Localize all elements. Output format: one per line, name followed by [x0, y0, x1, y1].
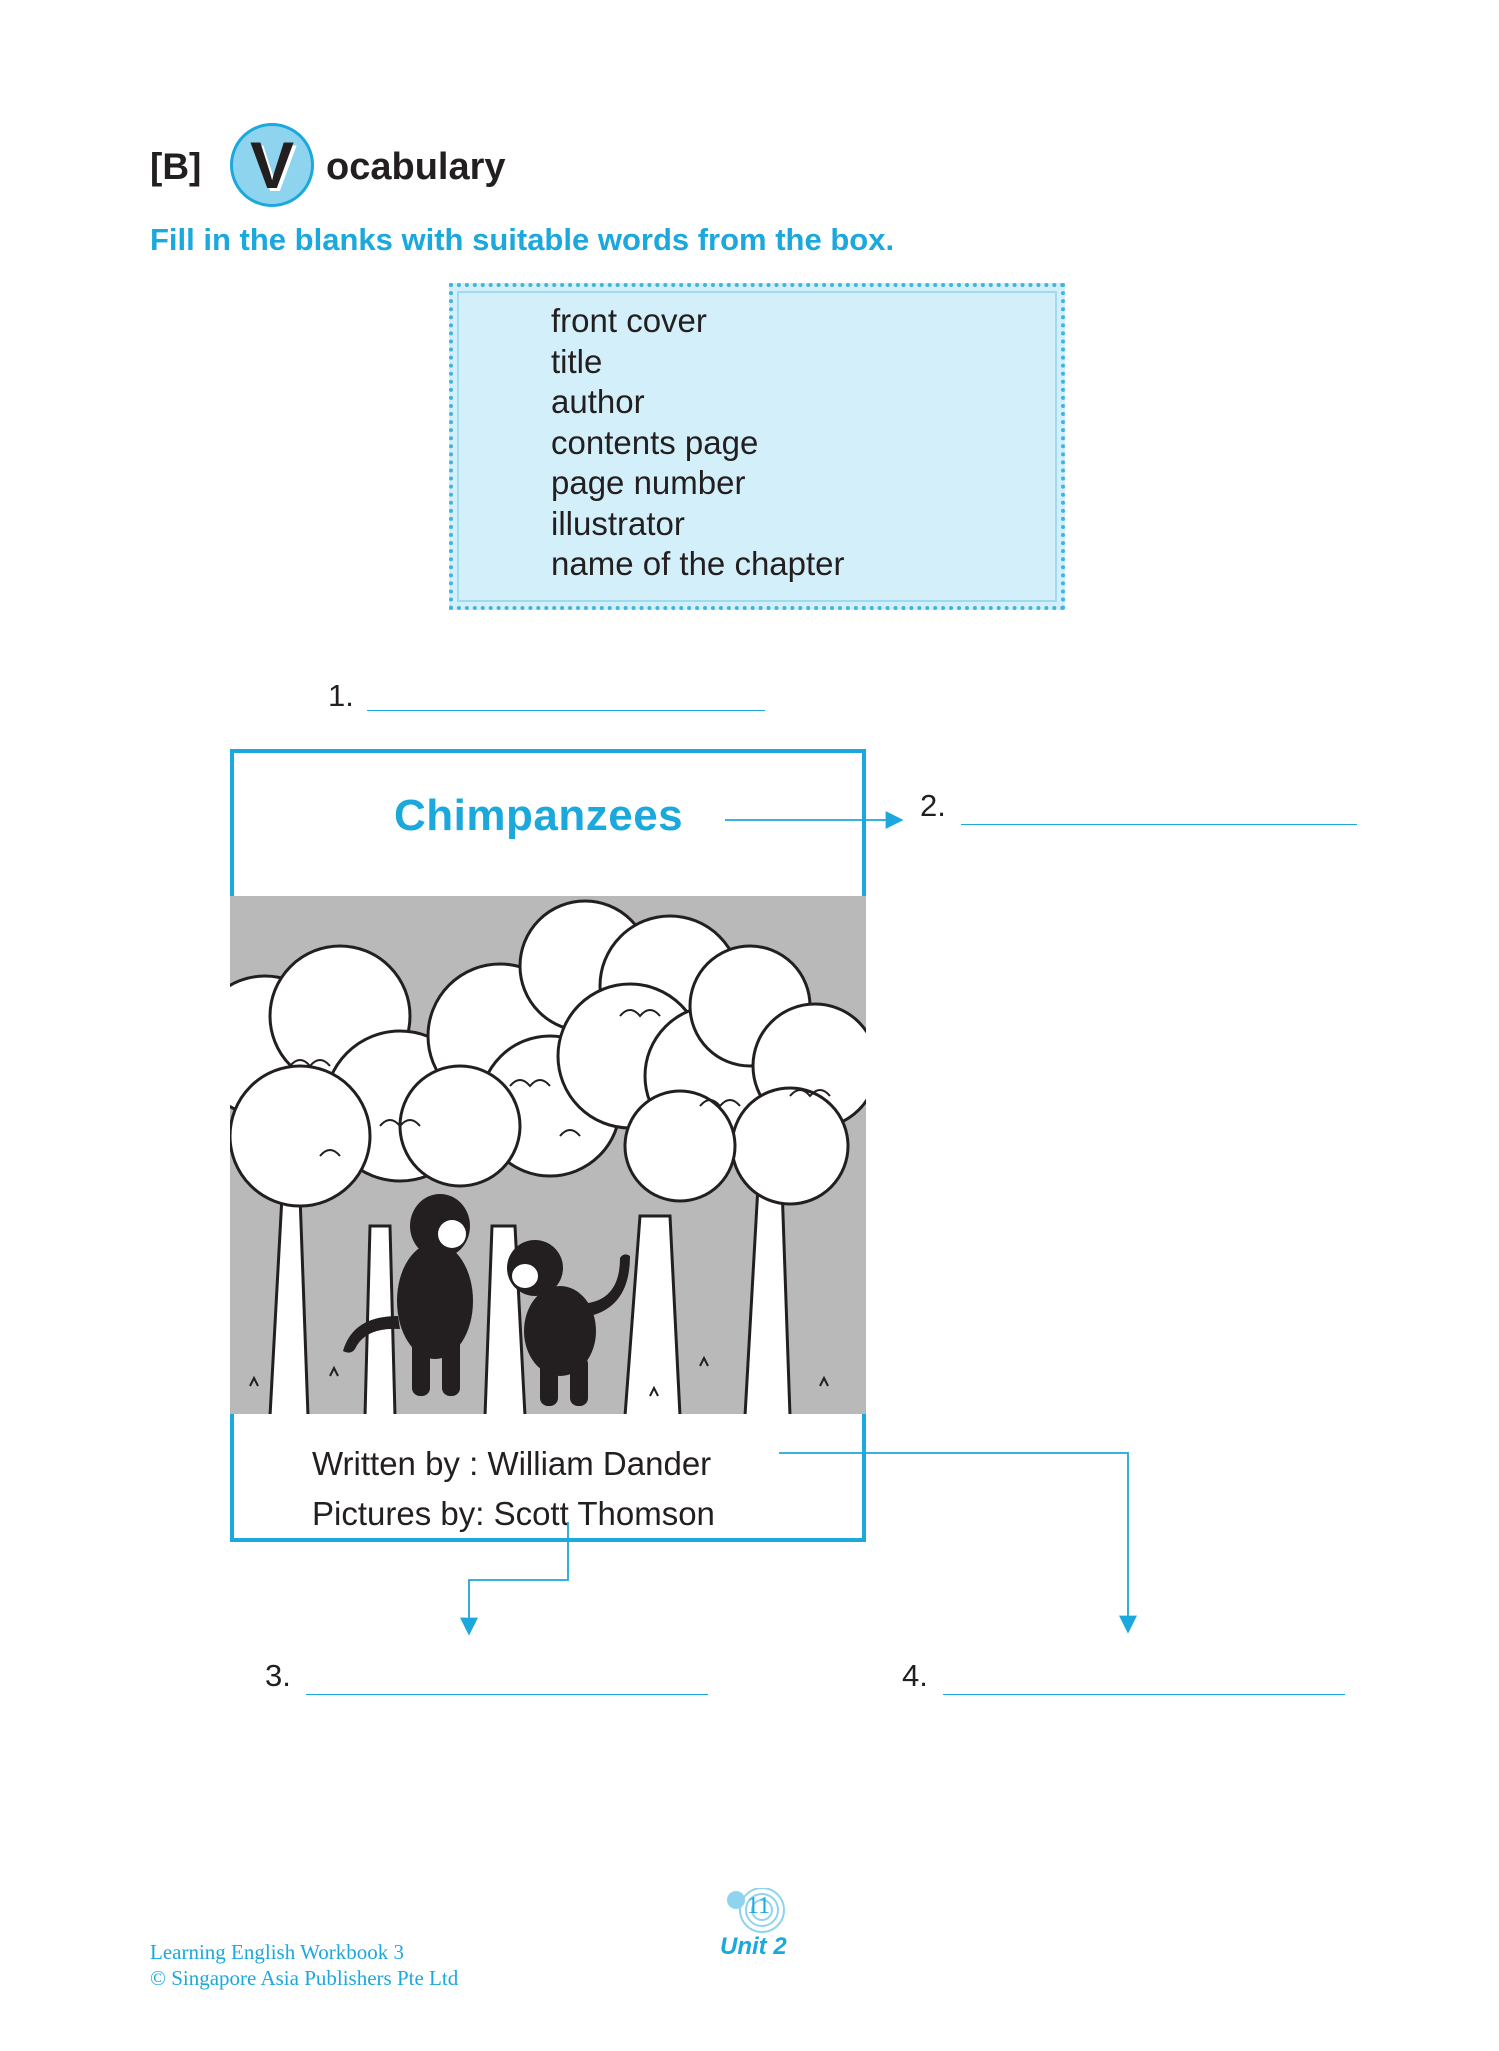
- blank-2-number: 2.: [920, 788, 946, 823]
- illustrator-credit: Pictures by: Scott Thomson: [312, 1495, 715, 1532]
- blank-4-number: 4.: [902, 1658, 928, 1693]
- blank-3-line[interactable]: [306, 1694, 708, 1695]
- section-title: ocabulary: [326, 146, 506, 188]
- author-credit: Written by : William Dander: [312, 1445, 712, 1482]
- instruction-text: Fill in the blanks with suitable words from the box.: [150, 222, 895, 257]
- blank-4-line[interactable]: [943, 1694, 1345, 1695]
- blank-1-number: 1.: [328, 678, 354, 713]
- page-number: 11: [747, 1893, 771, 1919]
- blank-3-number: 3.: [265, 1658, 291, 1693]
- section-label: [B]: [150, 146, 202, 187]
- badge-letter: V: [249, 128, 295, 202]
- word-item: illustrator: [551, 504, 685, 542]
- workbook-title: Learning English Workbook 3: [150, 1940, 404, 1964]
- book-title: Chimpanzees: [394, 791, 684, 840]
- word-item: author: [551, 383, 645, 420]
- word-item: front cover: [551, 302, 707, 339]
- word-item: title: [551, 342, 603, 380]
- word-item: name of the chapter: [551, 545, 845, 582]
- word-item: contents page: [551, 423, 759, 461]
- word-item: page number: [551, 464, 746, 501]
- copyright-line: © Singapore Asia Publishers Pte Ltd: [150, 1966, 459, 1990]
- unit-label: Unit 2: [720, 1933, 787, 1960]
